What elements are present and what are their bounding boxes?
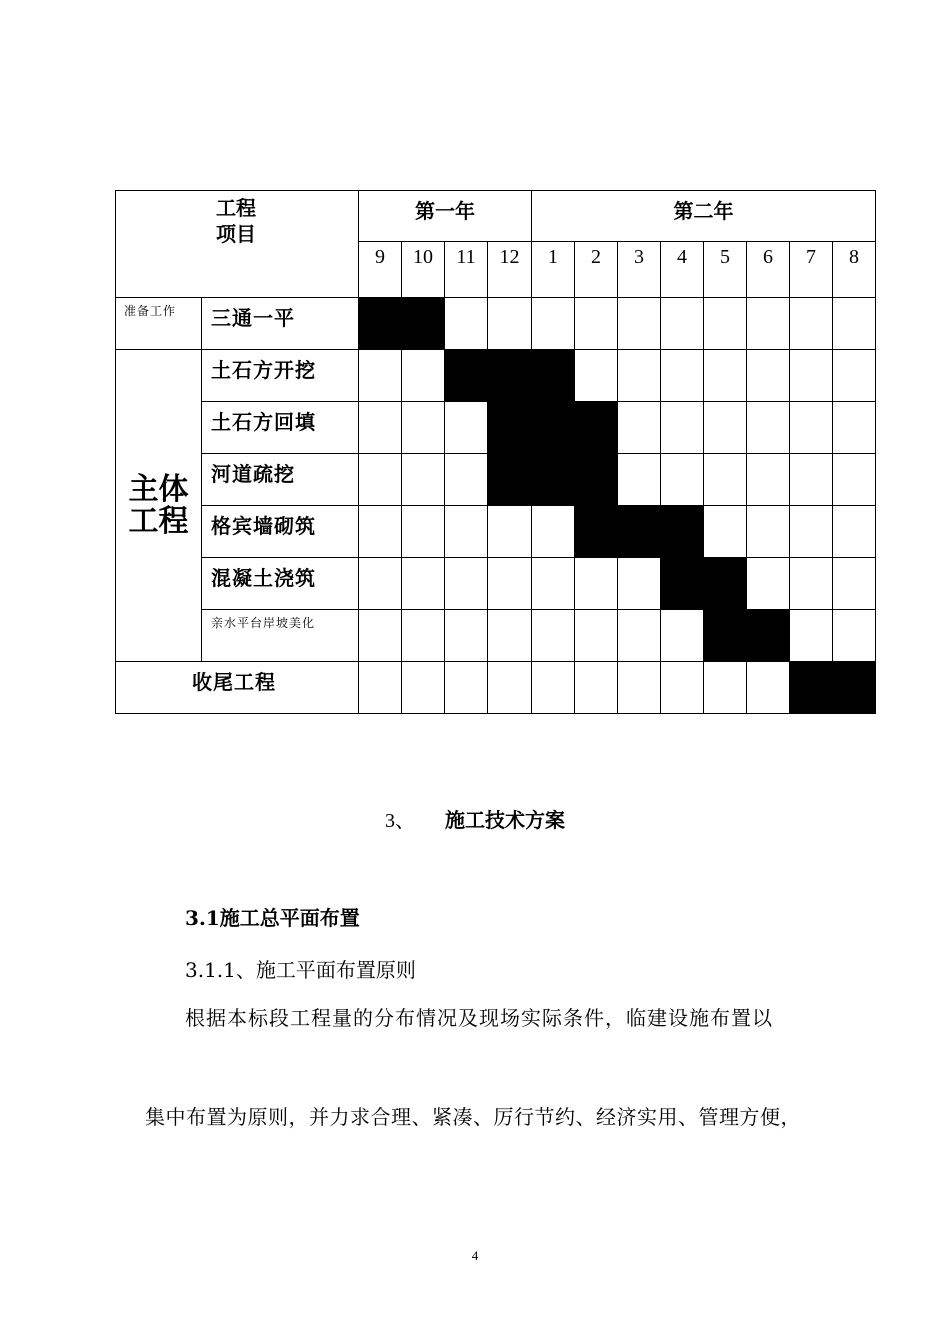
schedule-cell: [704, 662, 747, 714]
schedule-cell: [747, 350, 790, 402]
schedule-bar-cell: [704, 610, 747, 662]
schedule-cell: [747, 506, 790, 558]
page-number: 4: [471, 1248, 479, 1263]
task-name: 格宾墙砌筑: [202, 506, 359, 558]
month-header: 8: [833, 242, 876, 298]
month-header: 10: [402, 242, 445, 298]
corner-line-1: 工程: [216, 196, 256, 220]
schedule-cell: [532, 610, 575, 662]
schedule-bar-cell: [359, 298, 402, 350]
schedule-cell: [833, 350, 876, 402]
month-header: 1: [532, 242, 575, 298]
task-name: 土石方开挖: [202, 350, 359, 402]
schedule-bar-cell: [575, 506, 618, 558]
schedule-cell: [402, 558, 445, 610]
schedule-cell: [488, 506, 532, 558]
table-row: [116, 506, 876, 558]
month-header: 12: [488, 242, 532, 298]
schedule-bar-cell: [445, 350, 488, 402]
schedule-cell: [445, 610, 488, 662]
schedule-bar-cell: [532, 454, 575, 506]
schedule-cell: [747, 298, 790, 350]
schedule-cell: [833, 298, 876, 350]
task-name: 三通一平: [202, 298, 359, 350]
schedule-bar-cell: [532, 350, 575, 402]
schedule-bar-cell: [661, 558, 704, 610]
table-row: [116, 298, 876, 350]
schedule-cell: [445, 402, 488, 454]
schedule-bar-cell: [532, 402, 575, 454]
task-name: 混凝土浇筑: [202, 558, 359, 610]
schedule-cell: [833, 454, 876, 506]
group-main-label: [116, 350, 202, 662]
month-header: 6: [747, 242, 790, 298]
schedule-cell: [359, 402, 402, 454]
schedule-cell: [445, 506, 488, 558]
schedule-cell: [532, 506, 575, 558]
section-title-text: 施工技术方案: [445, 808, 565, 832]
schedule-cell: [704, 402, 747, 454]
schedule-cell: [402, 662, 445, 714]
construction-schedule: [115, 190, 876, 714]
month-header: 5: [704, 242, 747, 298]
schedule-cell: [359, 506, 402, 558]
section-title: [0, 804, 950, 833]
paragraph-line-2: 集中布置为原则，并力求合理、紧凑、厉行节约、经济实用、管理方便，: [145, 1105, 801, 1129]
schedule-cell: [661, 402, 704, 454]
schedule-cell: [618, 402, 661, 454]
schedule-cell: [790, 558, 833, 610]
corner-header: [116, 191, 359, 298]
schedule-cell: [747, 402, 790, 454]
schedule-cell: [575, 662, 618, 714]
schedule-cell: [445, 662, 488, 714]
year-1-header: 第一年: [359, 191, 532, 242]
task-name: 亲水平台岸坡美化: [202, 610, 359, 662]
schedule-cell: [402, 610, 445, 662]
subsubsection-heading: 3.1.1、施工平面布置原则: [185, 958, 416, 982]
schedule-cell: [618, 454, 661, 506]
schedule-cell: [790, 610, 833, 662]
schedule-bar-cell: [488, 454, 532, 506]
schedule-cell: [790, 298, 833, 350]
task-name: 土石方回填: [202, 402, 359, 454]
schedule-cell: [488, 662, 532, 714]
section-number: 3、: [385, 810, 415, 832]
paragraph-line-1: 根据本标段工程量的分布情况及现场实际条件，临建设施布置以: [185, 1006, 773, 1030]
schedule-cell: [532, 662, 575, 714]
schedule-cell: [661, 662, 704, 714]
schedule-cell: [575, 610, 618, 662]
schedule-cell: [532, 298, 575, 350]
schedule-cell: [359, 662, 402, 714]
schedule-cell: [618, 610, 661, 662]
schedule-cell: [747, 662, 790, 714]
month-header: 7: [790, 242, 833, 298]
table-row: [116, 350, 876, 402]
table-row: [116, 610, 876, 662]
schedule-cell: [661, 454, 704, 506]
schedule-cell: [402, 454, 445, 506]
schedule-cell: [704, 350, 747, 402]
schedule-cell: [359, 558, 402, 610]
schedule-cell: [618, 662, 661, 714]
schedule-bar-cell: [575, 402, 618, 454]
schedule-cell: [575, 298, 618, 350]
schedule-cell: [359, 610, 402, 662]
schedule-bar-cell: [488, 402, 532, 454]
schedule-cell: [790, 506, 833, 558]
schedule-cell: [575, 558, 618, 610]
schedule-cell: [445, 298, 488, 350]
schedule-cell: [790, 454, 833, 506]
month-header: 3: [618, 242, 661, 298]
group-main-line-2: 工程: [128, 503, 189, 539]
schedule-cell: [790, 402, 833, 454]
month-header: 11: [445, 242, 488, 298]
schedule-cell: [532, 558, 575, 610]
schedule-bar-cell: [704, 558, 747, 610]
table-row: [116, 558, 876, 610]
schedule-cell: [704, 454, 747, 506]
schedule-bar-cell: [618, 506, 661, 558]
schedule-cell: [445, 558, 488, 610]
schedule-cell: [661, 298, 704, 350]
task-name: 收尾工程: [116, 662, 359, 714]
schedule-cell: [445, 454, 488, 506]
schedule-cell: [747, 454, 790, 506]
schedule-bar-cell: [833, 662, 876, 714]
month-header: 9: [359, 242, 402, 298]
year-2-header: 第二年: [532, 191, 876, 242]
schedule-bar-cell: [661, 506, 704, 558]
schedule-cell: [704, 298, 747, 350]
month-header: 2: [575, 242, 618, 298]
schedule-cell: [618, 558, 661, 610]
corner-line-2: 项目: [216, 222, 256, 246]
schedule-bar-cell: [790, 662, 833, 714]
table-row: [116, 662, 876, 714]
task-name: 河道疏挖: [202, 454, 359, 506]
schedule-cell: [359, 454, 402, 506]
table-row: [116, 402, 876, 454]
schedule-cell: [402, 350, 445, 402]
schedule-table: [115, 190, 876, 714]
group-main-line-1: 主体: [128, 471, 189, 507]
schedule-cell: [402, 506, 445, 558]
schedule-cell: [704, 506, 747, 558]
subsection-heading: 3.1施工总平面布置: [185, 906, 360, 930]
schedule-bar-cell: [747, 610, 790, 662]
schedule-bar-cell: [488, 350, 532, 402]
schedule-cell: [359, 350, 402, 402]
table-row: [116, 454, 876, 506]
schedule-cell: [661, 610, 704, 662]
schedule-cell: [618, 298, 661, 350]
group-prep-label: 准备工作: [116, 298, 202, 350]
schedule-cell: [488, 298, 532, 350]
month-header: 4: [661, 242, 704, 298]
schedule-cell: [790, 350, 833, 402]
schedule-cell: [833, 558, 876, 610]
schedule-cell: [833, 506, 876, 558]
schedule-cell: [575, 350, 618, 402]
schedule-cell: [833, 402, 876, 454]
schedule-bar-cell: [402, 298, 445, 350]
schedule-cell: [402, 402, 445, 454]
schedule-cell: [833, 610, 876, 662]
schedule-cell: [488, 610, 532, 662]
schedule-cell: [747, 558, 790, 610]
schedule-cell: [618, 350, 661, 402]
schedule-cell: [488, 558, 532, 610]
schedule-cell: [661, 350, 704, 402]
schedule-bar-cell: [575, 454, 618, 506]
